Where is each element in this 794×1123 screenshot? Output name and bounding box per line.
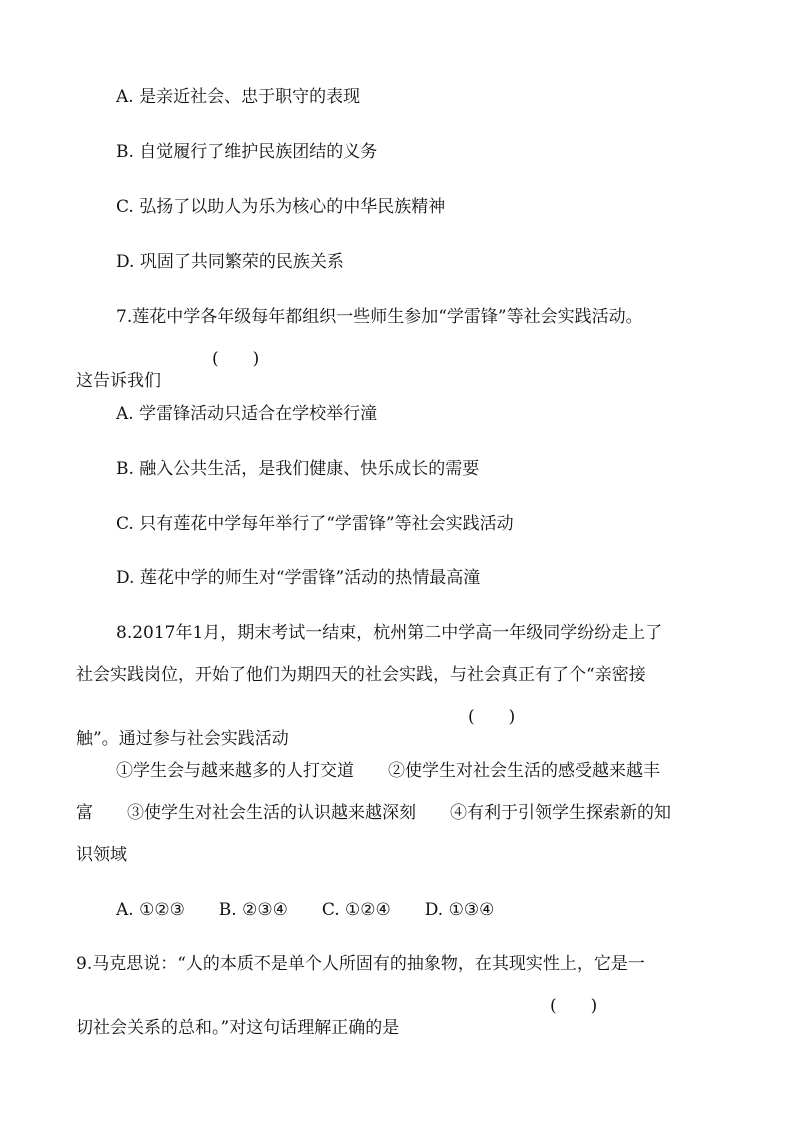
q8-stem-text: 触”。通过参与社会实践活动 <box>76 729 289 749</box>
q8-statement-line1: ①学生会与越来越多的人打交道 ②使学生对社会生活的感受越来越丰 <box>116 761 660 781</box>
q8-answer-paren: ( ) <box>468 707 516 727</box>
q6-option-c: C. 弘扬了以助人为乐为核心的中华民族精神 <box>116 197 446 217</box>
q9-stem-line2 <box>76 995 598 1061</box>
q7-stem-line1: 7.莲花中学各年级每年都组织一些师生参加“学雷锋”等社会实践活动。 <box>116 307 643 327</box>
q7-answer-paren: ( ) <box>212 349 260 369</box>
q6-option-a: A. 是亲近社会、忠于职守的表现 <box>116 87 361 107</box>
q8-statement-line2: 富 ③使学生对社会生活的认识越来越深刻 ④有利于引领学生探索新的知 <box>76 803 671 823</box>
q8-stem-line2: 社会实践岗位，开始了他们为期四天的社会实践，与社会真正有了个“亲密接 <box>76 665 646 685</box>
q9-stem-line1: 9.马克思说：“人的本质不是单个人所固有的抽象物，在其现实性上，它是一 <box>76 954 645 974</box>
q7-option-c: C. 只有莲花中学每年举行了“学雷锋”等社会实践活动 <box>116 514 514 534</box>
q8-statement-line3: 识领域 <box>76 845 127 865</box>
q8-choices: A. ①②③ B. ②③④ C. ①②④ D. ①③④ <box>116 900 495 920</box>
q7-option-b: B. 融入公共生活，是我们健康、快乐成长的需要 <box>116 459 480 479</box>
q6-option-d: D. 巩固了共同繁荣的民族关系 <box>116 252 344 272</box>
q7-stem-text: 这告诉我们 <box>76 371 161 391</box>
q7-option-d: D. 莲花中学的师生对“学雷锋”活动的热情最高潼 <box>116 568 481 588</box>
q7-option-a: A. 学雷锋活动只适合在学校举行潼 <box>116 404 378 424</box>
q8-stem-line1: 8.2017年1月，期末考试一结束，杭州第二中学高一年级同学纷纷走上了 <box>116 623 663 643</box>
q6-option-b: B. 自觉履行了维护民族团结的义务 <box>116 142 378 162</box>
q9-stem-text: 切社会关系的总和。”对这句话理解正确的是 <box>76 1018 400 1038</box>
q9-answer-paren: ( ) <box>550 996 598 1016</box>
